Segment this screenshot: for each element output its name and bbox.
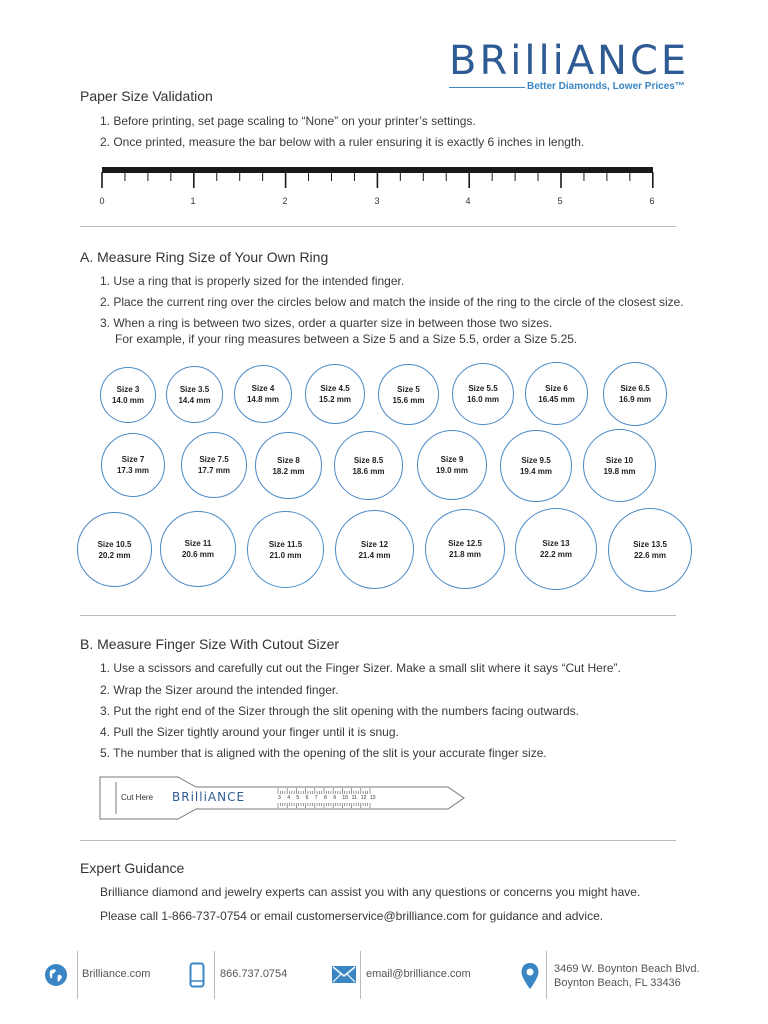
ring-size-mm: 19.8 mm [603, 466, 636, 476]
ring-size-circle [608, 508, 692, 592]
footer-divider [360, 951, 361, 999]
ring-size-circle [166, 366, 223, 423]
ruler-label: 0 [99, 196, 105, 206]
sizer-number: 9 [333, 795, 336, 801]
ring-size-mm: 19.4 mm [519, 467, 553, 476]
brand-logo: BRilliANCE [449, 38, 690, 84]
footer-divider [214, 951, 215, 999]
ruler-label: 5 [557, 196, 563, 206]
ring-size-label: Size 6 [545, 383, 568, 393]
ring-size-circle [603, 362, 667, 426]
ring-size-label: Size 8.5 [353, 455, 384, 465]
location-pin-icon [520, 962, 540, 990]
section-b-item-3: 3. Put the right end of the Sizer through the slit opening with the numbers facing outwards. [100, 704, 579, 718]
section-b-item-1: 1. Use a scissors and carefully cut out the Finger Sizer. Make a small slit where it says “Cut Here”. [100, 661, 621, 675]
ring-size-label: Size 11 [184, 539, 212, 548]
ring-size-circle [417, 430, 487, 500]
ring-size-mm: 21.4 mm [358, 550, 391, 560]
sizer-number: 8 [324, 795, 327, 801]
footer-email[interactable]: email@brilliance.com [366, 968, 471, 980]
ring-size-mm: 21.0 mm [269, 550, 302, 560]
ring-size-circle [234, 365, 292, 423]
section-a-heading: A. Measure Ring Size of Your Own Ring [80, 249, 329, 265]
ring-size-mm: 18.6 mm [352, 466, 385, 476]
ring-size-label: Size 6.5 [620, 384, 650, 393]
section-b-heading: B. Measure Finger Size With Cutout Sizer [80, 636, 340, 652]
footer-divider [546, 951, 547, 999]
footer-website[interactable]: Brilliance.com [82, 968, 151, 980]
ring-size-label: Size 12 [360, 539, 389, 549]
footer-divider [77, 951, 78, 999]
section-b-item-5: 5. The number that is aligned with the opening of the slit is your accurate finger size. [100, 746, 547, 760]
ring-size-label: Size 10.5 [97, 539, 132, 549]
ring-size-mm: 20.6 mm [181, 550, 215, 559]
ring-size-mm: 16.45 mm [538, 394, 575, 404]
ruler-label: 2 [282, 196, 288, 206]
expert-heading: Expert Guidance [80, 860, 185, 876]
ruler-label: 4 [465, 196, 471, 206]
ring-size-circle [247, 511, 324, 588]
sizer-number: 10 [342, 795, 348, 801]
phone-icon [189, 962, 205, 988]
ring-size-circle [160, 511, 236, 587]
ring-size-label: Size 5 [397, 384, 420, 394]
ring-size-label: Size 4.5 [320, 384, 350, 393]
ring-size-circle [305, 364, 365, 424]
ring-size-circle [334, 431, 403, 500]
ring-size-label: Size 12.5 [448, 539, 482, 548]
section-a-item-2: 2. Place the current ring over the circles below and match the inside of the ring to the circle of the closest size. [100, 295, 684, 309]
paper-heading: Paper Size Validation [80, 88, 213, 104]
paper-item-2: 2. Once printed, measure the bar below with a ruler ensuring it is exactly 6 inches in length. [100, 135, 585, 149]
expert-line-1: Brilliance diamond and jewelry experts can assist you with any questions or concerns you might have. [100, 885, 641, 899]
ring-size-mm: 21.8 mm [448, 550, 482, 559]
cut-here-label: Cut Here [121, 793, 154, 802]
footer-phone[interactable]: 866.737.0754 [220, 968, 288, 980]
ring-size-mm: 16.9 mm [618, 395, 652, 404]
section-b-item-4: 4. Pull the Sizer tightly around your finger until it is snug. [100, 725, 399, 739]
sizer-number: 5 [296, 795, 300, 801]
globe-icon [44, 963, 68, 987]
sizer-number: 12 [360, 795, 367, 801]
ring-size-mm: 19.0 mm [435, 466, 469, 475]
section-divider [80, 226, 676, 227]
ring-size-mm: 17.3 mm [116, 466, 150, 475]
ring-size-mm: 22.2 mm [539, 550, 573, 559]
sizer-number: 3 [278, 795, 281, 801]
ring-size-mm: 22.6 mm [633, 551, 667, 560]
ring-size-circle [181, 432, 247, 498]
section-a-example: For example, if your ring measures between a Size 5 and a Size 5.5, order a Size 5.25. [115, 332, 578, 346]
mail-icon [332, 966, 356, 983]
sizer-number: 11 [351, 795, 357, 801]
ring-size-mm: 17.7 mm [197, 466, 231, 475]
ring-size-circle [452, 363, 514, 425]
ring-size-circle [77, 512, 152, 587]
ring-size-mm: 15.6 mm [392, 395, 425, 405]
ring-size-label: Size 9.5 [521, 456, 551, 465]
sizer-number: 13 [370, 795, 376, 801]
ring-size-circle [583, 429, 656, 502]
ruler-label: 6 [649, 196, 655, 206]
brand-tagline: Better Diamonds, Lower Prices™ [527, 81, 685, 92]
ring-size-mm: 15.2 mm [318, 395, 352, 404]
section-divider [80, 615, 676, 616]
sizer-number: 4 [287, 795, 290, 801]
logo-underline [449, 87, 525, 88]
sizer-numbers [278, 795, 378, 803]
ring-size-circle [100, 367, 156, 423]
ring-size-circle [101, 433, 165, 497]
ring-size-circle [525, 362, 588, 425]
ring-size-label: Size 5.5 [468, 384, 498, 393]
ring-size-mm: 14.4 mm [178, 395, 211, 405]
footer-address-line-2: Boynton Beach, FL 33436 [554, 977, 681, 989]
ring-size-label: Size 13 [542, 539, 570, 548]
sizer-number: 7 [314, 795, 318, 801]
ring-size-label: Size 7 [121, 455, 145, 464]
footer-address-line-1: 3469 W. Boynton Beach Blvd. [554, 963, 700, 975]
expert-line-2: Please call 1-866-737-0754 or email customerservice@brilliance.com for guidance and advice. [100, 909, 604, 923]
ring-size-circle [335, 510, 414, 589]
ring-size-label: Size 7.5 [199, 455, 229, 464]
ring-size-mm: 14.0 mm [111, 396, 145, 405]
ring-size-label: Size 4 [251, 384, 275, 393]
ring-size-circle [425, 509, 505, 589]
ring-size-label: Size 13.5 [633, 540, 667, 549]
six-inch-ruler [98, 164, 658, 194]
ring-size-circle [515, 508, 597, 590]
ring-size-label: Size 3.5 [179, 384, 210, 394]
ring-size-mm: 16.0 mm [466, 395, 500, 404]
ring-size-label: Size 10 [605, 455, 634, 465]
ring-size-mm: 18.2 mm [272, 466, 305, 476]
ruler-label: 3 [374, 196, 380, 206]
paper-item-1: 1. Before printing, set page scaling to “None” on your printer’s settings. [100, 114, 476, 128]
ring-size-circle [378, 364, 439, 425]
ring-size-mm: 20.2 mm [98, 550, 131, 560]
sizer-number: 6 [305, 795, 309, 801]
section-a-item-1: 1. Use a ring that is properly sized for the intended finger. [100, 274, 405, 288]
ring-size-circle [500, 430, 572, 502]
ring-size-label: Size 3 [116, 385, 140, 394]
section-divider [80, 840, 676, 841]
ring-size-mm: 14.8 mm [246, 395, 280, 404]
ring-size-label: Size 8 [277, 455, 300, 465]
section-a-item-3: 3. When a ring is between two sizes, order a quarter size in between those two sizes. [100, 316, 553, 330]
ring-size-label: Size 9 [440, 455, 464, 464]
sizer-logo: BRilliANCE [172, 790, 246, 804]
ruler-label: 1 [190, 196, 196, 206]
ring-size-label: Size 11.5 [268, 539, 303, 549]
section-b-item-2: 2. Wrap the Sizer around the intended finger. [100, 683, 339, 697]
ring-size-circle [255, 432, 322, 499]
